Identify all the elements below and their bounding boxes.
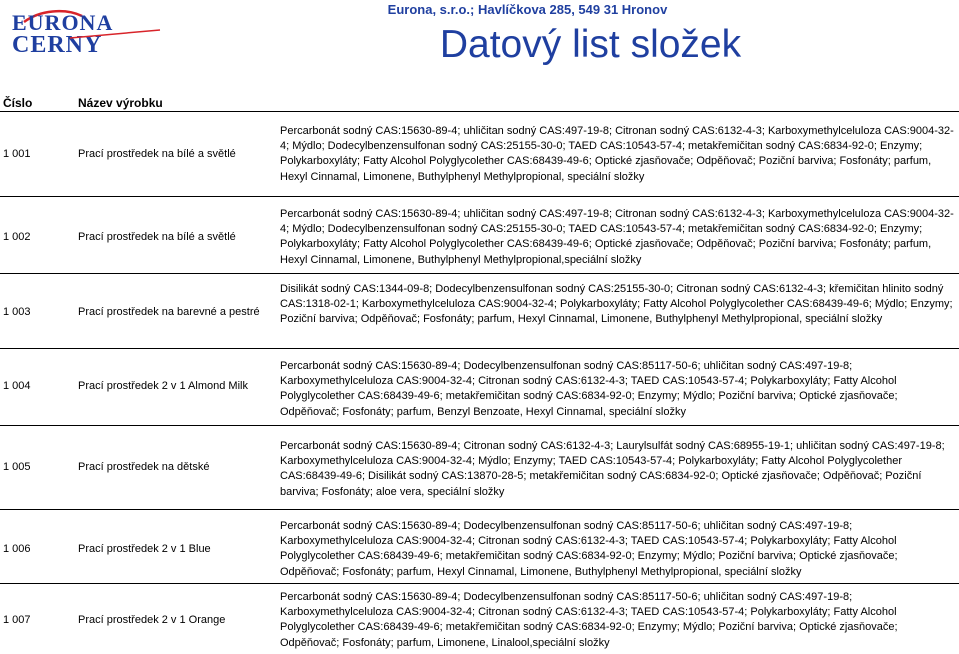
table-row xyxy=(0,510,959,584)
row-number: 1 001 xyxy=(3,148,31,160)
row-composition: Percarbonát sodný CAS:15630-89-4; uhličitan sodný CAS:497-19-8; Citronan sodný CAS:6132-4-3; Karboxymethylceluloza CAS:9004-32-4; Mýdlo; Dodecylbenzensulfonan sodný CAS:25155-30-0; TAED CAS:10543-57-4; metakřemičitan sodný CAS:6834-92-0; Enzymy; Polykarboxyláty; Fatty Alcohol Polyglycolether CAS:68439-49-6; Optické zjasňovače; Odpěňovač; Poziční barviva; Fosfonáty; parfum, Hexyl Cinnamal, Limonene, Buthylphenyl Methylpropional, speciální složky xyxy=(280,125,954,183)
table-row xyxy=(0,197,959,274)
column-header-number: Číslo xyxy=(3,96,33,110)
logo-line-2: CERNY xyxy=(12,32,103,54)
row-product-name: Prací prostředek 2 v 1 Blue xyxy=(78,543,211,555)
row-product-name: Prací prostředek na bílé a světlé xyxy=(78,148,236,160)
table-row xyxy=(0,274,959,349)
row-composition: Percarbonát sodný CAS:15630-89-4; uhličitan sodný CAS:497-19-8; Citronan sodný CAS:6132-4-3; Karboxymethylceluloza CAS:9004-32-4; Mýdlo; Dodecylbenzensulfonan sodný CAS:25155-30-0; TAED CAS:10543-57-4; metakřemičitan sodný CAS:6834-92-0; Enzymy; Polykarboxyláty; Fatty Alcohol Polyglycolether CAS:68439-49-6; Optické zjasňovače; Odpěňovač; Poziční barviva; Fosfonáty; parfum, Hexyl Cinnamal, Limonene, Buthylphenyl Methylpropional,speciální složky xyxy=(280,208,954,266)
table-row xyxy=(0,111,959,197)
row-number: 1 007 xyxy=(3,614,31,626)
row-product-name: Prací prostředek na dětské xyxy=(78,461,210,473)
row-number: 1 004 xyxy=(3,380,31,392)
row-composition: Disilikát sodný CAS:1344-09-8; Dodecylbenzensulfonan sodný CAS:25155-30-0; Citronan sodný CAS:6132-4-3; křemičitan hlinito sodný CAS:1318-02-1; Karboxymethylceluloza CAS:9004-32-4; Polykarboxyláty; Fatty Alcohol Polyglycolether CAS:68439-49-6; Mýdlo; Enzymy; Poziční barviva; Odpěňovač; Fosfonáty; parfum, Hexyl Cinnamal, Limonene, Buthylphenyl Methylpropional, speciální složky xyxy=(280,283,953,326)
row-number: 1 006 xyxy=(3,543,31,555)
row-composition: Percarbonát sodný CAS:15630-89-4; Citronan sodný CAS:6132-4-3; Laurylsulfát sodný CAS:68955-19-1; uhličitan sodný CAS:497-19-8; Karboxymethylceluloza CAS:9004-32-4; Mýdlo; Enzymy; TAED CAS:10543-57-4; Polykarboxyláty; Fatty Alcohol Polyglycolether CAS:68439-49-6; Disilikát sodný CAS:13870-28-5; metakřemičitan sodný CAS:6834-92-0; Optické zjasňovače; Odpěňovač; Poziční barviva; Fosfonáty; aloe vera, speciální složky xyxy=(280,440,945,498)
table-row xyxy=(0,584,959,654)
row-product-name: Prací prostředek na barevné a pestré xyxy=(78,306,260,318)
table-row xyxy=(0,426,959,510)
company-address: Eurona, s.r.o.; Havlíčkova 285, 549 31 Hronov xyxy=(387,2,668,17)
row-composition: Percarbonát sodný CAS:15630-89-4; Dodecylbenzensulfonan sodný CAS:85117-50-6; uhličitan sodný CAS:497-19-8; Karboxymethylceluloza CAS:9004-32-4; Citronan sodný CAS:6132-4-3; TAED CAS:10543-57-4; Polykarboxyláty; Fatty Alcohol Polyglycolether CAS:68439-49-6; metakřemičitan sodný CAS:6834-92-0; Enzymy; Mýdlo; Poziční barviva; Optické zjasňovače; Odpěňovač; Fosfonáty; parfum, Hexyl Cinnamal, Limonene, Buthylphenyl Methylpropional, speciální složky xyxy=(280,520,898,578)
row-product-name: Prací prostředek 2 v 1 Orange xyxy=(78,614,226,626)
table-row xyxy=(0,349,959,426)
row-composition: Percarbonát sodný CAS:15630-89-4; Dodecylbenzensulfonan sodný CAS:85117-50-6; uhličitan sodný CAS:497-19-8; Karboxymethylceluloza CAS:9004-32-4; Citronan sodný CAS:6132-4-3; TAED CAS:10543-57-4; Polykarboxyláty; Fatty Alcohol Polyglycolether CAS:68439-49-6; metakřemičitan sodný CAS:6834-92-0; Enzymy; Mýdlo; Poziční barviva; Optické zjasňovače; Odpěňovač; Fosfonáty; parfum, Benzyl Benzoate, Hexyl Cinnamal, speciální složky xyxy=(280,360,898,418)
row-product-name: Prací prostředek 2 v 1 Almond Milk xyxy=(78,380,248,392)
page-title: Datový list složek xyxy=(439,23,742,66)
column-header-name: Název výrobku xyxy=(78,96,163,110)
logo-line-1: EURONA xyxy=(12,10,114,35)
row-number: 1 003 xyxy=(3,306,31,318)
row-number: 1 002 xyxy=(3,231,31,243)
row-number: 1 005 xyxy=(3,461,31,473)
row-composition: Percarbonát sodný CAS:15630-89-4; Dodecylbenzensulfonan sodný CAS:85117-50-6; uhličitan sodný CAS:497-19-8; Karboxymethylceluloza CAS:9004-32-4; Citronan sodný CAS:6132-4-3; TAED CAS:10543-57-4; Polykarboxyláty; Fatty Alcohol Polyglycolether CAS:68439-49-6; metakřemičitan sodný CAS:6834-92-0; Enzymy; Mýdlo; Poziční barviva; Optické zjasňovače; Odpěňovač; Fosfonáty; parfum, Limonene, Linalool,speciální složky xyxy=(280,591,898,649)
row-product-name: Prací prostředek na bílé a světlé xyxy=(78,231,236,243)
